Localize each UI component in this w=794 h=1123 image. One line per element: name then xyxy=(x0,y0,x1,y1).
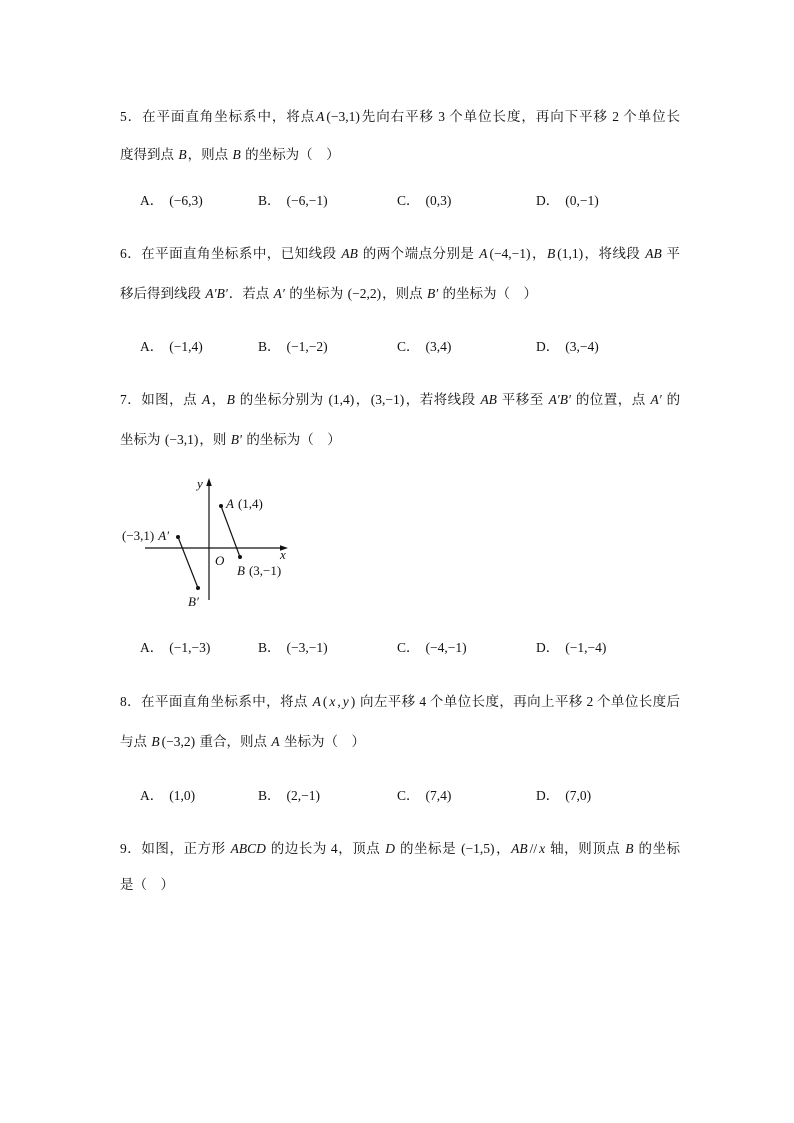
option-label: B． xyxy=(258,193,281,208)
math-variable: B xyxy=(546,246,556,261)
text-run: ， xyxy=(355,392,370,407)
math-expression: (−3,1) xyxy=(326,109,360,124)
math-variable: x xyxy=(329,694,336,709)
question-number: 7． xyxy=(120,392,142,407)
math-expression: ) xyxy=(350,694,356,709)
math-variable: AB xyxy=(511,841,528,856)
option-value: (−1,4) xyxy=(169,339,203,354)
math-variable: ABCD xyxy=(230,841,266,856)
math-expression: ( xyxy=(322,694,328,709)
question-7-line-1 xyxy=(120,390,680,410)
option-label: B． xyxy=(258,788,281,803)
option-a xyxy=(140,638,210,658)
option-b xyxy=(258,638,328,658)
text-run: 坐标为（ ） xyxy=(280,734,365,749)
question-number: 6． xyxy=(120,246,142,261)
math-variable: A′ xyxy=(273,286,285,301)
text-run: ，则点 xyxy=(382,286,426,301)
option-b xyxy=(258,191,328,211)
text-run: 在平面直角坐标系中，将点 xyxy=(141,694,312,709)
question-9-line-2 xyxy=(120,875,680,895)
text-run: 平 xyxy=(662,246,681,261)
option-c xyxy=(397,638,467,658)
math-expression: (−3,1) xyxy=(164,432,199,447)
option-label: C． xyxy=(397,640,420,655)
math-variable: B xyxy=(151,734,160,749)
segment-a-prime-b-prime xyxy=(178,537,198,588)
question-text xyxy=(141,694,680,709)
text-run: 的坐标为（ ） xyxy=(242,432,341,447)
math-variable: B′ xyxy=(426,286,439,301)
question-text xyxy=(142,109,680,124)
math-variable: A xyxy=(312,694,321,709)
option-a xyxy=(140,786,195,806)
option-label: D． xyxy=(536,339,560,354)
text-run: 坐标为 xyxy=(120,432,164,447)
option-b xyxy=(258,786,320,806)
question-text xyxy=(141,841,680,856)
option-value: (−1,−3) xyxy=(169,640,211,655)
option-value: (3,4) xyxy=(425,339,452,354)
option-label: A． xyxy=(140,788,164,803)
option-label: D． xyxy=(536,193,560,208)
x-axis-label: x xyxy=(280,547,286,562)
option-a xyxy=(140,191,203,211)
text-run: ，则 xyxy=(199,432,230,447)
option-a xyxy=(140,337,203,357)
text-run: 先向右平移 3 个单位长度，再向下平移 2 个单位长 xyxy=(360,109,681,124)
math-variable: A xyxy=(479,246,488,261)
math-variable: AB xyxy=(341,246,358,261)
math-expression: , xyxy=(337,694,341,709)
option-label: A． xyxy=(140,640,164,655)
math-variable: A xyxy=(271,734,280,749)
text-run: ， xyxy=(211,392,226,407)
point-name: A xyxy=(226,496,234,511)
math-expression: (−4,−1) xyxy=(489,246,531,261)
text-run: ．若点 xyxy=(228,286,273,301)
point-a-label xyxy=(225,496,263,511)
option-value: (7,0) xyxy=(565,788,592,803)
math-variable: A xyxy=(316,109,325,124)
option-value: (−4,−1) xyxy=(425,640,467,655)
option-label: C． xyxy=(397,788,420,803)
math-variable: A′B′ xyxy=(205,286,228,301)
option-value: (1,0) xyxy=(169,788,196,803)
text-run: 轴，则顶点 xyxy=(546,841,625,856)
question-8-line-2 xyxy=(120,732,680,752)
y-axis-arrow xyxy=(206,478,212,486)
text-run: 度得到点 xyxy=(120,147,178,162)
math-variable: x xyxy=(539,841,546,856)
text-run: 的坐标为（ ） xyxy=(439,286,538,301)
math-expression: (3,−1) xyxy=(370,392,405,407)
question-6-options xyxy=(0,337,794,357)
option-label: D． xyxy=(536,788,560,803)
text-run: 的边长为 4，顶点 xyxy=(266,841,385,856)
segment-ab xyxy=(221,506,240,557)
text-run: 的位置，点 xyxy=(571,392,650,407)
math-variable: B xyxy=(178,147,187,162)
point-b-prime xyxy=(196,586,200,590)
question-text xyxy=(141,392,680,407)
option-c xyxy=(397,786,451,806)
question-6-line-1 xyxy=(120,244,680,264)
text-run: 向左平移 4 个单位长度，再向上平移 2 个单位长度后 xyxy=(356,694,681,709)
point-b-label xyxy=(237,563,281,578)
question-number: 9． xyxy=(120,841,142,856)
question-number: 5． xyxy=(120,109,143,124)
text-run: ，则点 xyxy=(187,147,232,162)
math-expression: (−1,5) xyxy=(461,841,495,856)
option-b xyxy=(258,337,328,357)
text-run: 移后得到线段 xyxy=(120,286,205,301)
text-run: 在平面直角坐标系中，已知线段 xyxy=(141,246,341,261)
option-label: A． xyxy=(140,193,164,208)
option-c xyxy=(397,191,451,211)
option-label: B． xyxy=(258,339,281,354)
point-coord: (1,4) xyxy=(237,496,263,511)
question-7-options xyxy=(0,638,794,658)
question-7-line-2 xyxy=(120,430,680,450)
question-8-options xyxy=(0,786,794,806)
option-label: C． xyxy=(397,193,420,208)
option-value: (2,−1) xyxy=(286,788,320,803)
text-run: 的坐标是 xyxy=(396,841,461,856)
text-run: ，将线段 xyxy=(584,246,645,261)
text-run: 重合，则点 xyxy=(196,734,271,749)
point-name: A′ xyxy=(158,528,170,543)
question-5-line-1 xyxy=(120,107,680,127)
math-expression: // xyxy=(529,841,538,856)
option-label: C． xyxy=(397,339,420,354)
y-axis-label: y xyxy=(197,476,203,491)
text-run: ， xyxy=(531,246,546,261)
option-c xyxy=(397,337,451,357)
point-b xyxy=(238,555,242,559)
text-run: 的坐标 xyxy=(634,841,681,856)
math-variable: AB xyxy=(480,392,497,407)
option-label: D． xyxy=(536,640,560,655)
text-run: ，若将线段 xyxy=(405,392,480,407)
math-expression: (1,1) xyxy=(557,246,584,261)
text-run: 如图，点 xyxy=(141,392,201,407)
option-value: (−6,−1) xyxy=(286,193,328,208)
question-text xyxy=(141,246,680,261)
option-value: (7,4) xyxy=(425,788,452,803)
math-variable: A′B′ xyxy=(548,392,571,407)
option-value: (−3,−1) xyxy=(286,640,328,655)
option-value: (−6,3) xyxy=(169,193,203,208)
text-run: 平移至 xyxy=(497,392,548,407)
math-variable: y xyxy=(342,694,349,709)
option-d xyxy=(536,638,606,658)
text-run: 如图，正方形 xyxy=(141,841,230,856)
option-d xyxy=(536,191,599,211)
text-run: 与点 xyxy=(120,734,151,749)
text-run: ， xyxy=(495,841,511,856)
math-expression: (−2,2) xyxy=(347,286,382,301)
origin-label: O xyxy=(215,553,225,568)
point-coord: (−3,1) xyxy=(122,528,155,543)
text-run: 的 xyxy=(662,392,681,407)
option-value: (0,−1) xyxy=(565,193,599,208)
math-variable: D xyxy=(385,841,396,856)
math-variable: B xyxy=(232,147,241,162)
text-run: 的两个端点分别是 xyxy=(358,246,479,261)
text-run: 的坐标为 xyxy=(285,286,347,301)
math-variable: A xyxy=(201,392,211,407)
text-run: 的坐标分别为 xyxy=(235,392,328,407)
question-5-line-2 xyxy=(120,145,680,165)
math-expression: (1,4) xyxy=(328,392,355,407)
question-8-line-1 xyxy=(120,692,680,712)
math-variable: A′ xyxy=(650,392,662,407)
option-value: (0,3) xyxy=(425,193,452,208)
math-expression: (−3,2) xyxy=(161,734,196,749)
question-5-options xyxy=(0,191,794,211)
text-run: 是（ ） xyxy=(120,877,174,892)
point-coord: (3,−1) xyxy=(248,563,282,578)
text-run: 在平面直角坐标系中，将点 xyxy=(142,109,316,124)
question-number: 8． xyxy=(120,694,142,709)
point-a-prime xyxy=(176,535,180,539)
math-variable: B′ xyxy=(230,432,242,447)
point-a-prime-label xyxy=(122,528,169,543)
point-a xyxy=(219,504,223,508)
math-variable: B xyxy=(226,392,235,407)
question-6-line-2 xyxy=(120,284,680,304)
option-label: B． xyxy=(258,640,281,655)
option-value: (3,−4) xyxy=(565,339,599,354)
text-run: 的坐标为（ ） xyxy=(241,147,340,162)
math-variable: B xyxy=(625,841,634,856)
point-b-prime-label: B′ xyxy=(188,594,199,609)
option-d xyxy=(536,337,599,357)
point-name: B xyxy=(237,563,245,578)
option-d xyxy=(536,786,591,806)
math-variable: AB xyxy=(645,246,662,261)
question-9-line-1 xyxy=(120,839,680,859)
option-value: (−1,−4) xyxy=(565,640,607,655)
option-value: (−1,−2) xyxy=(286,339,328,354)
coordinate-figure xyxy=(110,470,300,615)
option-label: A． xyxy=(140,339,164,354)
